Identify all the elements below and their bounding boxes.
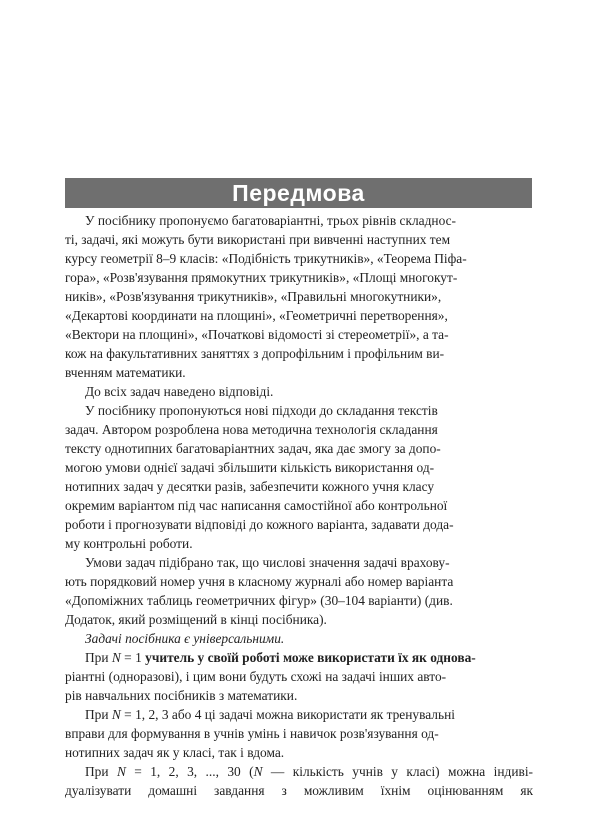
text-line [65,705,533,724]
text-fragment: = 1, 2, 3, ..., 30 ( [125,764,254,779]
paragraph-8 [65,762,533,800]
text-line: Умови задач підібрано так, що числові значення задачі врахову- [85,555,450,570]
text-fragment: = 1, 2, 3 або 4 ці задачі можна використати як тренувальні [120,707,455,722]
text-line: «Вектори на площині», «Початкові відомості зі стереометрії», а та- [65,327,449,342]
text-line: ників», «Розв'язування трикутників», «Правильні многокутники», [65,289,442,304]
text-line: задач. Автором розроблена нова методична технологія складання [65,422,438,437]
text-line: дуалізувати домашні завдання з можливим їхнім оцінюванням як [65,783,533,798]
text-fragment: При [85,764,117,779]
text-fragment: При [85,707,112,722]
text-line: «Допоміжних таблиць геометричних фігур» (30–104 варіанти) (див. [65,593,453,608]
text-line: ріантні (одноразові), і цим вони будуть схожі на задачі інших авто- [65,669,447,684]
paragraph-1 [65,211,533,382]
text-fragment: При [85,650,112,665]
text-line: вченням математики. [65,365,186,380]
page-title: Передмова [232,179,365,206]
paragraph-4 [65,553,533,629]
text-line [65,762,533,781]
text-line: гора», «Розв'язування прямокутних трикутників», «Площі многокут- [65,270,458,285]
text-line: У посібнику пропонуються нові підходи до складання текстів [85,403,438,418]
variable-n: N [253,764,263,779]
text-line: нотипних задач у десятки разів, забезпечити кожного учня класу [65,479,435,494]
bold-text: учитель у своїй роботі може використати їх як однова- [145,650,476,665]
variable-n: N [111,650,121,665]
text-line: нотипних задач як у класі, так і вдома. [65,745,285,760]
paragraph-7 [65,705,533,762]
paragraph-5 [65,629,533,648]
text-line: У посібнику пропонуємо багатоваріантні, трьох рівнів складнос- [85,213,457,228]
title-bar [65,178,532,208]
text-line: ють порядковий номер учня в класному журналі або номер варіанта [65,574,454,589]
text-line: курсу геометрії 8–9 класів: «Подібність трикутників», «Теорема Піфа- [65,251,467,266]
text-line: Додаток, який розміщений в кінці посібника). [65,612,327,627]
text-line: вправи для формування в учнів умінь і навичок розв'язування од- [65,726,439,741]
text-line: Задачі посібника є універсальними. [85,631,285,646]
variable-n: N [116,764,126,779]
variable-n: N [111,707,121,722]
text-line: окремим варіантом під час написання самостійної або контрольної [65,498,448,513]
text-line: «Декартові координати на площині», «Геометричні перетворення», [65,308,448,323]
text-line: рів навчальних посібників з математики. [65,688,298,703]
text-line: кож на факультативних заняттях з допрофільним і профільним ви- [65,346,445,361]
text-line: До всіх задач наведено відповіді. [85,384,274,399]
paragraph-2 [65,382,533,401]
text-line [65,648,533,667]
paragraph-3 [65,401,533,553]
text-line: роботи і прогнозувати відповіді до кожного варіанта, задавати дода- [65,517,454,532]
paragraph-6 [65,648,533,705]
text-line: могою умови однієї задачі збільшити кількість використання од- [65,460,435,475]
text-line: тексту однотипних багатоваріантних задач, яка дає змогу за допо- [65,441,441,456]
text-fragment: — кількість учнів у класі) можна індиві- [262,764,534,779]
text-fragment: = 1 [120,650,146,665]
text-line: ті, задачі, які можуть бути використані при вивченні наступних тем [65,232,451,247]
text-line: му контрольні роботи. [65,536,193,551]
body-text [65,211,533,800]
